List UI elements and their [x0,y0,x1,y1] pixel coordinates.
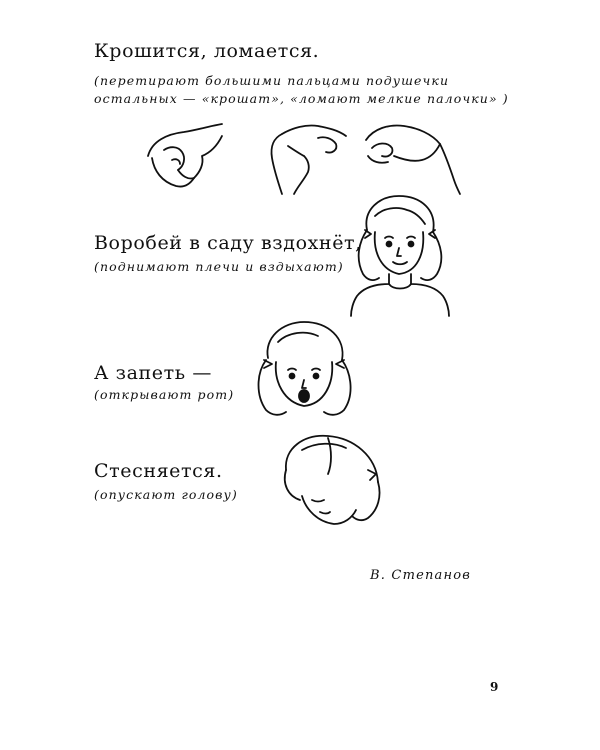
girl-shrugging-icon [345,190,455,318]
girl-open-mouth-icon [250,318,360,428]
stanza-1-line: Крошится, ломается. [94,40,320,62]
stanza-2-note [94,258,344,276]
stanza-2-note-line-1: (поднимают плечи и вздыхают) [94,259,344,274]
stanza-3-note-line-1: (открывают рот) [94,387,235,402]
stanza-4-line: Стесняется. [94,460,223,482]
hands-crumbling-icon [142,116,462,196]
stanza-2-line: Воробей в саду вздохнёт, [94,232,362,254]
girl-head-down-icon [272,430,392,530]
stanza-3-line: А запеть — [94,362,212,384]
stanza-4-note [94,486,238,504]
stanza-3-note [94,386,234,404]
page-number: 9 [490,680,499,694]
author-signature: В. Степанов [370,568,472,583]
stanza-1-note-line-2: остальных — «крошат», «ломают мелкие палочки» ) [94,91,509,106]
stanza-4-note-line-1: (опускают голову) [94,487,238,502]
stanza-1-note-line-1: (перетирают большими пальцами подушечки [94,73,450,88]
stanza-1-note [94,72,509,108]
